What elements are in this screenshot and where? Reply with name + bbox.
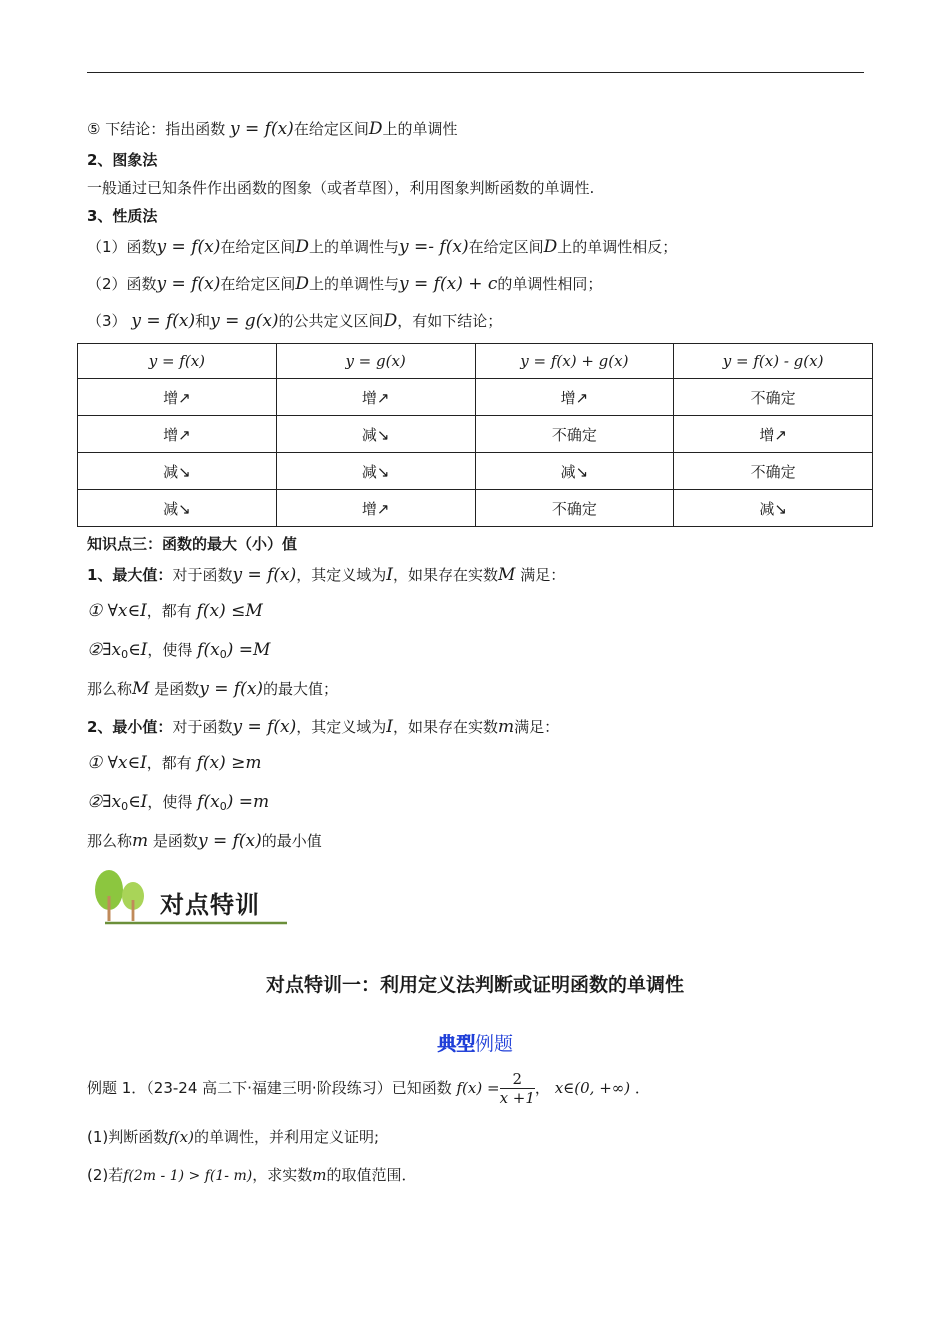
question-2: (2)若f(2m - 1) > f(1- m)，求实数m的取值范围． bbox=[87, 1166, 417, 1184]
table-cell: 减↘ bbox=[78, 490, 277, 527]
monotonicity-table bbox=[77, 343, 873, 527]
table-cell: 增↗ bbox=[78, 416, 277, 453]
table-header: y = f(x) bbox=[78, 344, 277, 379]
example-1: 例题 1．（23-24 高二下·福建三明·阶段练习）已知函数 f(x) = $\frac{2}{x +1}$ ， x∈(0, +∞) ． bbox=[87, 1070, 650, 1107]
table-row bbox=[78, 379, 873, 416]
table-cell: 不确定 bbox=[674, 379, 873, 416]
knowledge-point-3: 知识点三：函数的最大（小）值 bbox=[87, 535, 298, 553]
max-condition-1: ① ∀x∈I，都有 f(x) ≤M bbox=[87, 601, 263, 621]
table-row bbox=[78, 490, 873, 527]
section-title: 对点特训一：利用定义法判断或证明函数的单调性 bbox=[265, 974, 684, 996]
fraction: $\frac{2}{x +1}$ bbox=[499, 1070, 535, 1107]
table-cell: 减↘ bbox=[475, 453, 674, 490]
table-header-row bbox=[78, 344, 873, 379]
max-definition: 1、最大值：对于函数y = f(x)，其定义域为I，如果存在实数M 满足： bbox=[87, 565, 566, 585]
property-3: （3） y = f(x)和y = g(x)的公共定义区间D，有如下结论； bbox=[87, 311, 503, 331]
heading-graph-method: 2、图象法 bbox=[87, 151, 158, 169]
table-header: y = f(x) - g(x) bbox=[674, 344, 873, 379]
table-row bbox=[78, 416, 873, 453]
table-cell: 不确定 bbox=[475, 490, 674, 527]
property-1: （1）函数y = f(x)在给定区间D上的单调性与y =- f(x)在给定区间D上的单调性相反； bbox=[87, 237, 678, 257]
table-header: y = f(x) + g(x) bbox=[475, 344, 674, 379]
max-conclusion: 那么称M 是函数y = f(x)的最大值； bbox=[87, 679, 339, 699]
table-cell: 增↗ bbox=[674, 416, 873, 453]
table-cell: 不确定 bbox=[674, 453, 873, 490]
question-1: (1)判断函数f(x)的单调性，并利用定义证明; bbox=[87, 1128, 380, 1146]
table-row bbox=[78, 453, 873, 490]
min-condition-2: $②\exists x_0\in I$，使得 $f(x_0) =m$ bbox=[87, 792, 270, 813]
min-condition-1: ① ∀x∈I，都有 f(x) ≥m bbox=[87, 753, 262, 773]
table-cell: 增↗ bbox=[276, 379, 475, 416]
graph-method-text: 一般通过已知条件作出函数的图象（或者草图），利用图象判断函数的单调性. bbox=[87, 179, 595, 197]
example-title: 典型例题 bbox=[436, 1033, 514, 1055]
training-badge-label: 对点特训 bbox=[160, 891, 260, 919]
table-cell: 增↗ bbox=[78, 379, 277, 416]
table-cell: 不确定 bbox=[475, 416, 674, 453]
max-condition-2: $②\exists x_0\in I$，使得 $f(x_0) =M$ bbox=[87, 640, 271, 661]
table-cell: 减↘ bbox=[276, 453, 475, 490]
table-cell: 减↘ bbox=[78, 453, 277, 490]
table-cell: 增↗ bbox=[475, 379, 674, 416]
step-5-conclusion: ⑤ 下结论：指出函数 y = f(x)在给定区间D上的单调性 bbox=[87, 119, 458, 139]
min-conclusion: 那么称m 是函数y = f(x)的最小值 bbox=[87, 831, 322, 851]
table-cell: 减↘ bbox=[276, 416, 475, 453]
heading-property-method: 3、性质法 bbox=[87, 207, 158, 225]
table-header: y = g(x) bbox=[276, 344, 475, 379]
min-definition: 2、最小值：对于函数y = f(x)，其定义域为I，如果存在实数m满足： bbox=[87, 717, 560, 737]
header-rule bbox=[87, 72, 864, 73]
table-cell: 减↘ bbox=[674, 490, 873, 527]
table-cell: 增↗ bbox=[276, 490, 475, 527]
property-2: （2）函数y = f(x)在给定区间D上的单调性与y = f(x) + c的单调性相同； bbox=[87, 274, 603, 294]
